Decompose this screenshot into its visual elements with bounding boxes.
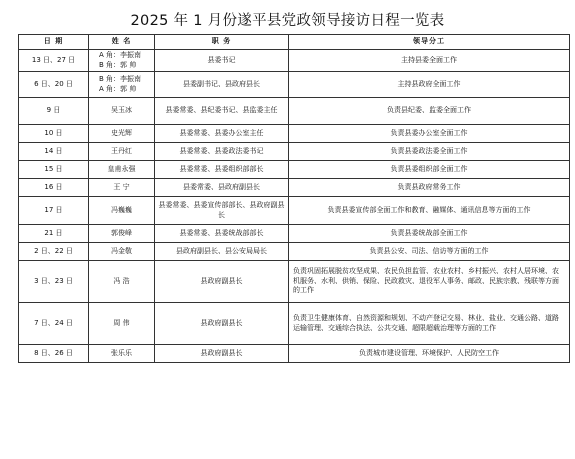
- row-duty: 负责县委政法委全面工作: [289, 143, 570, 161]
- row-duty: 负责巩固拓展脱贫攻坚成果、农民负担监管、农业农村、乡村振兴、农村人居环境、农机服务、水利、供销、保险、民政救灾、退役军人事务、邮政、民族宗教、残联等方面的工作: [289, 261, 570, 303]
- row-duty: 负责县委统战部全面工作: [289, 225, 570, 243]
- row-name: [89, 125, 155, 143]
- row-name: [89, 261, 155, 303]
- row-name: [89, 50, 155, 72]
- leader-name: 王丹红: [111, 146, 132, 155]
- row-date: 14 日: [19, 143, 89, 161]
- row-date: 6 日、20 日: [19, 72, 89, 98]
- row-name: [89, 98, 155, 125]
- leader-name: A 角：郭 帅: [99, 84, 137, 93]
- row-position: 县委书记: [155, 50, 289, 72]
- row-duty: 主持县政府全面工作: [289, 72, 570, 98]
- row-duty: 负责县委组织部全面工作: [289, 161, 570, 179]
- row-duty: 负责县委宣传部全面工作和教育、融媒体、通讯信息等方面的工作: [289, 197, 570, 225]
- table-row: [19, 197, 570, 225]
- row-date: 17 日: [19, 197, 89, 225]
- row-name: [89, 243, 155, 261]
- row-name: [89, 197, 155, 225]
- table-row: [19, 143, 570, 161]
- table-row: [19, 243, 570, 261]
- table-row: [19, 72, 570, 98]
- row-duty: 负责县纪委、监委全面工作: [289, 98, 570, 125]
- row-date: 3 日、23 日: [19, 261, 89, 303]
- row-date: 21 日: [19, 225, 89, 243]
- table-row: [19, 179, 570, 197]
- table-body: [19, 50, 570, 363]
- leader-name: B 角：郭 帅: [99, 60, 137, 69]
- table-row: [19, 50, 570, 72]
- row-position: 县委副书记、县政府县长: [155, 72, 289, 98]
- leader-name: 周 伟: [113, 318, 130, 327]
- leader-name: 郭俊峰: [111, 228, 132, 237]
- header-duty: 领导分工: [289, 35, 570, 50]
- header-date: 日 期: [19, 35, 89, 50]
- table-header-row: [19, 35, 570, 50]
- row-name: [89, 225, 155, 243]
- row-position: 县委常委、县纪委书记、县监委主任: [155, 98, 289, 125]
- row-date: 2 日、22 日: [19, 243, 89, 261]
- row-name: [89, 179, 155, 197]
- table-row: [19, 98, 570, 125]
- row-duty: 主持县委全面工作: [289, 50, 570, 72]
- leader-name: A 角：李振南: [99, 51, 142, 59]
- leader-name: 史光辉: [111, 128, 132, 137]
- row-date: 13 日、27 日: [19, 50, 89, 72]
- row-date: 16 日: [19, 179, 89, 197]
- row-duty: 负责城市建设管理、环境保护、人民防空工作: [289, 345, 570, 363]
- leader-name: 吴玉冰: [111, 106, 132, 115]
- leader-name: 冯巍巍: [111, 205, 132, 214]
- table-row: [19, 225, 570, 243]
- row-name: [89, 303, 155, 345]
- header-name: 姓 名: [89, 35, 155, 50]
- row-duty: 负责县公安、司法、信访等方面的工作: [289, 243, 570, 261]
- row-name: [89, 345, 155, 363]
- leader-name: 冯 浩: [113, 276, 130, 285]
- row-position: 县委常委、县委办公室主任: [155, 125, 289, 143]
- row-position: 县委常委、县委统战部部长: [155, 225, 289, 243]
- row-position: 县委常委、县委宣传部部长、县政府副县长: [155, 197, 289, 225]
- table-row: [19, 161, 570, 179]
- row-date: 10 日: [19, 125, 89, 143]
- row-position: 县委常委、县委政法委书记: [155, 143, 289, 161]
- leader-name: B 角：李振南: [99, 75, 142, 83]
- row-duty: 负责卫生健康体育、自然资源和规划、不动产登记交易、林业、盐业、交通公路、道路运输管理、交通综合执法、公共交通、超限超载治理等方面的工作: [289, 303, 570, 345]
- leader-name: 张乐乐: [111, 348, 132, 357]
- row-position: 县政府副县长: [155, 303, 289, 345]
- page-title: 2025 年 1 月份遂平县党政领导接访日程一览表: [130, 13, 445, 29]
- row-date: 9 日: [19, 98, 89, 125]
- row-name: [89, 143, 155, 161]
- table-row: [19, 303, 570, 345]
- row-date: 15 日: [19, 161, 89, 179]
- row-duty: 负责县政府常务工作: [289, 179, 570, 197]
- row-position: 县委常委、县委组织部部长: [155, 161, 289, 179]
- leader-name: 王 宁: [113, 182, 130, 191]
- row-duty: 负责县委办公室全面工作: [289, 125, 570, 143]
- table-row: [19, 345, 570, 363]
- leader-name: 皇甫永强: [107, 164, 136, 173]
- table-row: [19, 125, 570, 143]
- row-position: 县委常委、县政府副县长: [155, 179, 289, 197]
- row-position: 县政府副县长、县公安局局长: [155, 243, 289, 261]
- row-name: [89, 161, 155, 179]
- row-date: 7 日、24 日: [19, 303, 89, 345]
- row-position: 县政府副县长: [155, 345, 289, 363]
- table-row: [19, 261, 570, 303]
- schedule-table: [18, 34, 570, 363]
- row-name: [89, 72, 155, 98]
- leader-name: 冯金敬: [111, 246, 132, 255]
- row-position: 县政府副县长: [155, 261, 289, 303]
- row-date: 8 日、26 日: [19, 345, 89, 363]
- header-position: 职 务: [155, 35, 289, 50]
